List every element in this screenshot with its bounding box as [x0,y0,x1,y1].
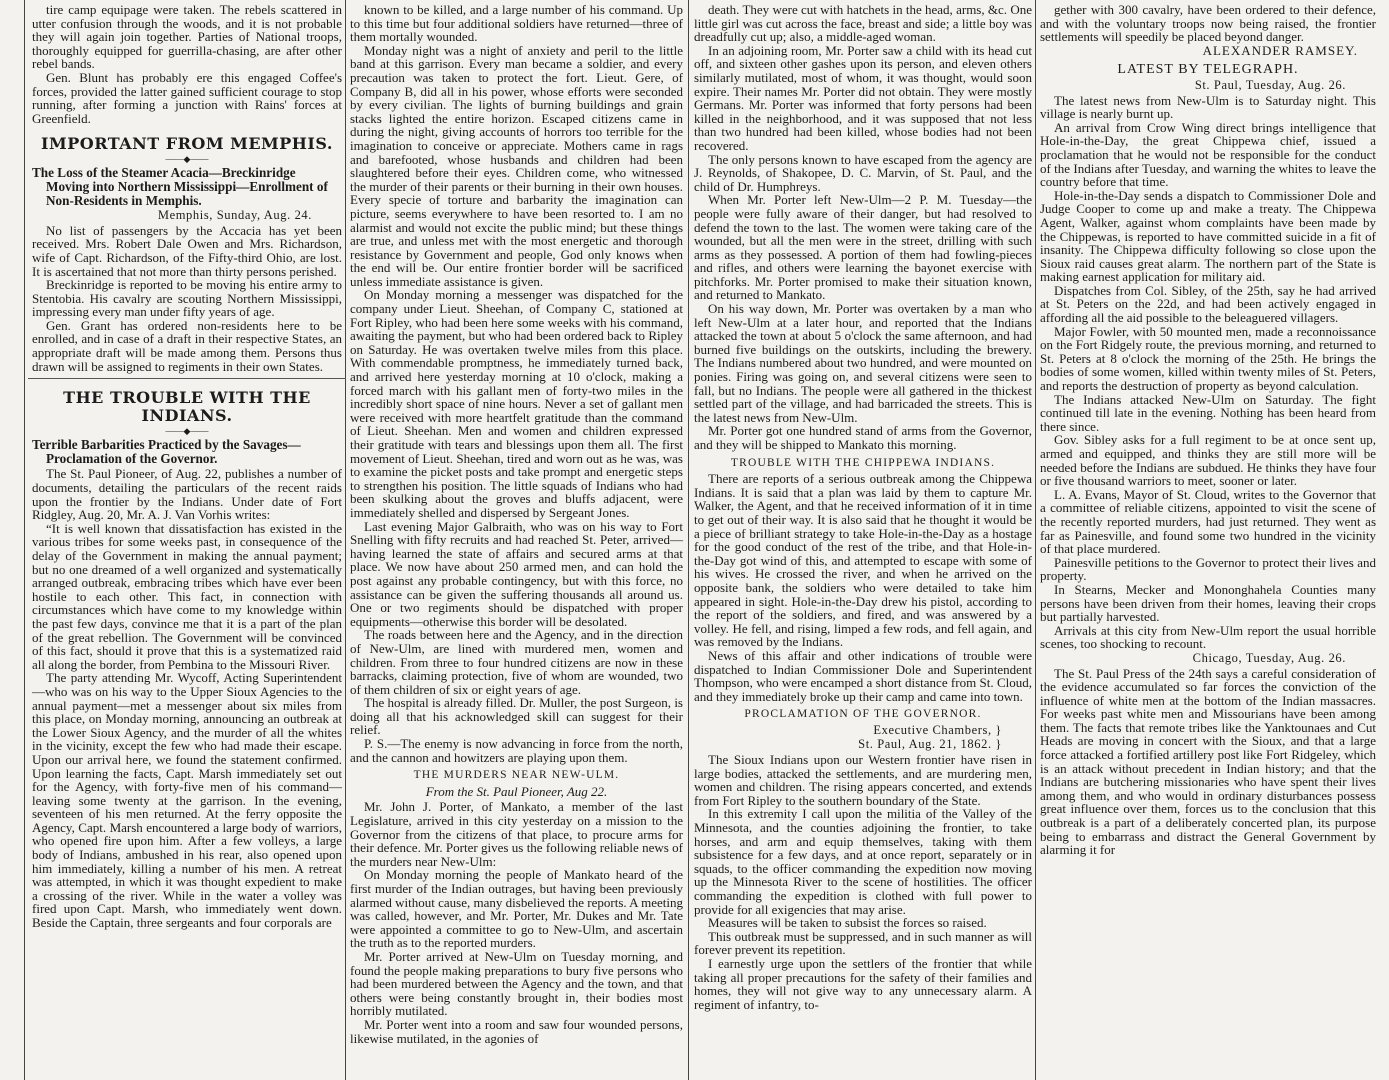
paragraph: “It is well known that dissatisfaction has existed in the various tribes for some weeks past, in consequence of the delay of the Government in making the annual payment; but no one dreamed of a well organized and systematically arranged outbreak, embracing tribes which have ever been hostile to each other. This fact, in connection with circumstances which have come to my knowledge within the past few days, convince me that it is a part of the plan of the great rebellion. The Government will be convinced of this fact, should it prove that this is a systematized raid all along the border, from Pembina to the Missouri River. [32,520,342,672]
paragraph: In this extremity I call upon the militia of the Valley of the Minnesota, and the counties adjoining the frontier, to take horses, and arm and equip themselves, taking with them subsistence for a few days, and at once report, separately or in squads, to the officer commanding the expedition now moving up the Minnesota River to the scene of hostilities. The officer commanding the expedition is clothed with full power to provide for all exigencies that may arise. [694,806,1032,917]
newspaper-column-1 [32,3,342,930]
paragraph: There are reports of a serious outbreak among the Chippewa Indians. It is said that a plan was laid by them to capture Mr. Walker, the Agent, and that he received information of it in time to get out of their way. It is also said that he thought it would be a piece of brilliant strategy to take Hole-in-the-Day as a hostage for the good conduct of the rest of the tribe, and that Hole-in-the-Day got wind of this, and attempted to escape with some of his wives. He crossed the river, and when he arrived on the opposite bank, the soldiers who were detailed to take him appeared in sight. Hole-in-the-Day drew his pistol, according to the report of the soldiers, and fired, and was answered by a volley. He fell, and rising, limped a few rods, and fell again, and was removed by the Indians. [694,471,1032,650]
section-headline: THE TROUBLE WITH THE INDIANS. [63,388,311,426]
paragraph: Gen. Blunt has probably ere this engaged Coffee's forces, provided the latter gained sufficient courage to stop running, after forming a junction with Rains' forces at Greenfield. [32,69,342,126]
sub-headline: The Loss of the Steamer Acacia—Breckinridge Moving into Northern Mississippi—Enrollment of Non-Residents in Memphis. [32,165,328,208]
sub-headline: Terrible Barbarities Practiced by the Savages—Proclamation of the Governor. [32,437,301,466]
paragraph: The only persons known to have escaped from the agency are J. Reynolds, of Shakopee, D. C. Marvin, of St. Paul, and the child of Dr. Humphreys. [694,151,1032,194]
column-rule [345,0,346,1080]
paragraph: gether with 300 cavalry, have been ordered to their defence, and with the voluntary troops now being raised, the frontier settlements will speedily be placed beyond danger. [1040,2,1376,45]
paragraph: On Monday morning a messenger was dispatched for the company under Lieut. Sheehan, of Company C, stationed at Fort Ripley, who had been here some weeks with his command, awaiting the payment, but who had been ordered back to Ripley on Saturday. He was overtaken twelve miles from this place. With commendable promptness, he immediately turned back, and arrived here yesterday morning at 10 o'clock, making a forced march with his gallant men of forty-two miles in the incredibly short space of nine hours. Never a set of gallant men were received with more heartfelt gratitude than the command of Lieut. Sheehan. Men and women and children expressed their gratitude with tears and blessings upon them all. The first movement of Lieut. Sheehan, tired and worn out as he was, was to examine the picket posts and take prompt and energetic steps to strengthen his position. The little squads of Indians who had been skulking about the groves and bluffs adjacent, were immediately shelled and dispersed by Sergeant Jones. [350,287,683,520]
paragraph: Painesville petitions to the Governor to protect their lives and property. [1040,554,1376,584]
paragraph: Gov. Sibley asks for a full regiment to be at once sent up, armed and equipped, and thinks they are still more will be needed before the Indians are subdued. He thinks they have four or five thousand warriors to meet, sooner or later. [1040,432,1376,489]
paragraph: The latest news from New-Ulm is to Saturday night. This village is nearly burnt up. [1040,92,1376,122]
section-divider [28,378,346,379]
dateline: Executive Chambers, } [873,722,1002,737]
paragraph: The Indians attacked New-Ulm on Saturday. The fight continued till late in the evening. Nothing has been heard from there since. [1040,391,1376,434]
paragraph: The roads between here and the Agency, and in the direction of New-Ulm, are lined with murdered men, women and children. From three to four hundred citizens are now in these barracks, claiming protection, five of whom are wounded, two of them children of six or eight years of age. [350,627,683,697]
dateline: Memphis, Sunday, Aug. 24. [157,208,312,223]
article-headline: TROUBLE WITH THE CHIPPEWA INDIANS. [730,456,996,469]
paragraph: I earnestly urge upon the settlers of the frontier that while taking all proper precautions for the safety of their families and homes, they will not give way to any unnecessary alarm. A regiment of infantry, to- [694,955,1032,1012]
paragraph: On Monday morning the people of Mankato heard of the first murder of the Indian outrages, but having been previously alarmed without cause, many disbelieved the reports. A meeting was called, however, and Mr. Porter, Mr. Dukes and Mr. Tate were appointed a committee to go to New-Ulm, and ascertain the truth as to the reported murders. [350,867,683,951]
source-line: From the St. Paul Pioneer, Aug 22. [425,783,608,799]
paragraph: Hole-in-the-Day sends a dispatch to Commissioner Dole and Judge Cooper to come up and make a treaty. The Chippewa Agent, Walker, against whom complaints have been made by the Chippewas, is reported to have committed suicide in a fit of insanity. The Chippewa difficulty following so close upon the Sioux raid causes great alarm. The northern part of the State is making earnest application for military aid. [1040,187,1376,285]
paragraph: Dispatches from Col. Sibley, of the 25th, say he had arrived at St. Peters on the 22d, and had been actively engaged in affording all the aid possible to the beleaguered villagers. [1040,282,1376,326]
section-headline: IMPORTANT FROM MEMPHIS. [41,134,333,154]
paragraph: Arrivals at this city from New-Ulm report the usual horrible scenes, too shocking to recount. [1040,622,1376,652]
paragraph: In an adjoining room, Mr. Porter saw a child with its head cut off, and sixteen other gashes upon its person, and eleven others similarly mutilated, most of whom, it was thought, would soon expire. Their names Mr. Porter did not obtain. They were mostly Germans. Mr. Porter was informed that forty persons had been killed in the neighborhood, and it was supposed that not less than two hundred had been killed, whose bodies had not been recovered. [694,42,1032,153]
paragraph: Measures will be taken to subsist the forces so raised. [708,915,987,931]
paragraph: death. They were cut with hatchets in the head, arms, &c. One little girl was cut across the face, breast and side; a little boy was dreadfully cut up; also, a middle-aged woman. [694,2,1032,45]
paragraph: Mr. Porter got one hundred stand of arms from the Governor, and they will be shipped to Mankato this morning. [694,423,1032,452]
paragraph: The St. Paul Press of the 24th says a careful consideration of the evidence accumulated so far forces the conviction of the influence of white men at the bottom of the Indian massacres. For weeks past white men and Missourians have been among them. The facts that remote tribes like the Yanktounaes and Cut Heads are moving in concert with the Sioux, and that a large force attacked a fortified artillery post like Fort Ridgeley, which is an attack without precedent in Indian history; and that the Indians are butchering missionaries who have spent their lives among them, and who would in ordinary disturbances possess great influence over them, forces us to the conclusion that this outbreak is a part of a deliberately concerted plan, its purpose being to embarrass and distract the General Government by alarming it for [1040,665,1376,858]
paragraph: On his way down, Mr. Porter was overtaken by a man who left New-Ulm at a later hour, and reported that the Indians attacked the town at about 5 o'clock the same afternoon, and had burned five buildings on the outskirts, including the brewery. The Indians numbered about two hundred, and were mounted on ponies. Firing was going on, and several citizens were seen to fall, but no Indians. The people were all gathered in the thickest settled part of the village, and had barricaded the streets. This is the latest news from New-Ulm. [694,301,1032,425]
paragraph: Mr. Porter arrived at New-Ulm on Tuesday morning, and found the people making preparations to bury five persons who had been murdered between the Agency and the town, and that others were being constantly brought in, their bodies most horribly mutilated. [350,948,683,1019]
paragraph: Mr. John J. Porter, of Mankato, a member of the last Legislature, arrived in this city yesterday on a mission to the Governor from the citizens of that place, to procure arms for their defence. Mr. Porter gives us the following reliable news of the murders near New-Ulm: [350,799,683,869]
paragraph: Breckinridge is reported to be moving his entire army to Stentobia. His cavalry are scouting Northern Mississippi, impressing every man under fifty years of age. [32,277,342,320]
paragraph: Major Fowler, with 50 mounted men, made a reconnoissance on the Fort Ridgely route, the previous morning, and returned to St. Peters at 8 o'clock the morning of the 25th. He brings the bodies of some women, killed within twenty miles of St. Peters, and reports the destruction of property as beyond calculation. [1040,323,1376,394]
newspaper-column-3 [694,3,1032,1011]
article-headline: PROCLAMATION OF THE GOVERNOR. [744,708,982,721]
paragraph: Last evening Major Galbraith, who was on his way to Fort Snelling with fifty recruits and had reached St. Peter, arrived—having learned the state of affairs and secured arms at that place. We now have about 250 armed men, and can hold the post against any probable contingency, but with this force, no assistance can be given the suffering thousands all around us. One or two regiments should be dispatched with proper equipments—otherwise this border will be desolated. [350,518,683,629]
paragraph: The Sioux Indians upon our Western frontier have risen in large bodies, attacked the settlements, and are murdering men, women and children. The rising appears concerted, and extends from Fort Ripley to the southern boundary of the State. [694,752,1032,808]
paragraph: known to be killed, and a large number of his command. Up to this time but four additional soldiers have returned—three of them mortally wounded. [350,2,683,45]
column-rule [1035,0,1036,1080]
paragraph: The party attending Mr. Wycoff, Acting Superintendent—who was on his way to the Upper Sioux Agencies to the annual payment—met a messenger about six miles from this place, on Monday morning, announcing an outbreak at the Lower Sioux Agency, and the murder of all the whites in the vicinity, except the few who had made their escape. Upon our arrival here, we found the statement confirmed. Upon learning the facts, Capt. Marsh immediately set out for the Agency, with forty-five men of his command—leaving some twenty at the garrison. In the evening, seventeen of his men returned. At the ferry opposite the Agency, Capt. Marsh encountered a large body of warriors, who opened fire upon him. After a few volleys, a large body of Indians, ambushed in his rear, also opened upon him immediately, killing a number of his men. A retreat was attempted, in which it was thought expedient to make a crossing of the river. While in the water a volley was fired upon Capt. Marsh, who immediately went down. Beside the Captain, three sergeants and four corporals are [32,670,342,931]
paragraph: Mr. Porter went into a room and saw four wounded persons, likewise mutilated, in the agonies of [350,1016,683,1046]
paragraph: Gen. Grant has ordered non-residents here to be enrolled, and in case of a draft in their respective States, an appropriate draft will be made among them. Persons thus drawn will be assigned to regiments in their own States. [32,317,342,374]
article-headline: LATEST BY TELEGRAPH. [1117,62,1299,78]
ornament-divider: ——◆—— [165,426,209,437]
paragraph: tire camp equipage were taken. The rebels scattered in utter confusion through the woods, and it is not probable they will again join together. Parties of National troops, thoroughly equipped for guerrilla-chasing, are after other rebel bands. [32,2,342,72]
ornament-divider: ——◆—— [165,154,209,165]
paragraph: An arrival from Crow Wing direct brings intelligence that Hole-in-the-Day, the great Chippewa chief, issued a proclamation that he would not be responsible for the conduct of the Indians after Tuesday, and warning the whites to leave the country before that time. [1040,119,1376,190]
paragraph: L. A. Evans, Mayor of St. Cloud, writes to the Governor that a committee of reliable citizens, appointed to visit the scene of the recently reported murders, had just returned. They went as far as Painesville, and found some two hundred in the vicinity of that place murdered. [1040,486,1376,557]
newspaper-column-2 [350,3,683,1045]
newspaper-column-4 [1040,3,1376,857]
paragraph: The St. Paul Pioneer, of Aug. 22, publishes a number of documents, detailing the particulars of the recent raids upon the frontier by the Indians. Under date of Fort Ridgley, Aug. 20, Mr. A. J. Van Vorhis writes: [32,466,342,523]
dateline: St. Paul, Tuesday, Aug. 26. [1194,77,1346,92]
article-headline: THE MURDERS NEAR NEW-ULM. [413,769,620,782]
paragraph: News of this affair and other indications of trouble were dispatched to Indian Commissioner Dole and Superintendent Thompson, who were encamped a short distance from St. Cloud, and they immediately broke up their camp and came into town. [694,647,1032,704]
paragraph: The hospital is already filled. Dr. Muller, the post Surgeon, is doing all that his acknowledged skill can suggest for their relief. [350,695,683,738]
paragraph: When Mr. Porter left New-Ulm—2 P. M. Tuesday—the people were fully aware of their danger, but had resolved to defend the town to the last. The women were taking care of the wounded, but all the men were in the street, drilling with such arms as they possessed. A portion of them had fowling-pieces and rifles, and others were learning the bayonet exercise with pitchforks. Mr. Porter promised to make their situation known, and returned to Mankato. [694,192,1032,303]
column-rule [24,0,25,1080]
signature: ALEXANDER RAMSEY. [1202,42,1358,58]
paragraph: No list of passengers by the Accacia has yet been received. Mrs. Robert Dale Owen and Mrs. Richardson, wife of Capt. Richardson, of the Fifty-third Ohio, are lost. It is ascertained that not more than thirty persons perished. [32,222,342,279]
dateline: Chicago, Tuesday, Aug. 26. [1192,650,1346,665]
paragraph: P. S.—The enemy is now advancing in force from the north, and the cannon and howitzers are playing upon them. [350,736,683,765]
column-rule [688,0,689,1080]
paragraph: In Stearns, Mecker and Mononghahela Counties many persons have been driven from their homes, leaving their crops but partially harvested. [1040,581,1376,625]
paragraph: Monday night was a night of anxiety and peril to the little band at this garrison. Every man became a soldier, and every precaution was taken to protect the fort. Lieut. Gere, of Company B, did all in his power, whose efforts were seconded by every civilian. The lights of burning buildings and grain stacks lighted the entire horizon. Escaped citizens came in during the night, giving accounts of horrors too terrible for the imagination to conceive or appreciate. Mothers came in rags and barefooted, whose husbands and children had been slaughtered before their eyes. Children come, who witnessed the murder of their parents or their burning in their own houses. Every specie of torture and barbarity the imagination can picture, seems everywhere to have been resorted to. I am no alarmist and would not excite the public mind; but these things are true, and unless met with the most energetic and thorough resistance by Government and people, God only knows when the end will be. Our entire frontier border will be sacrificed unless immediate assistance is given. [350,42,683,289]
paragraph: This outbreak must be suppressed, and in such manner as will forever prevent its repetition. [694,928,1032,958]
dateline: St. Paul, Aug. 21, 1862. } [858,737,1002,752]
